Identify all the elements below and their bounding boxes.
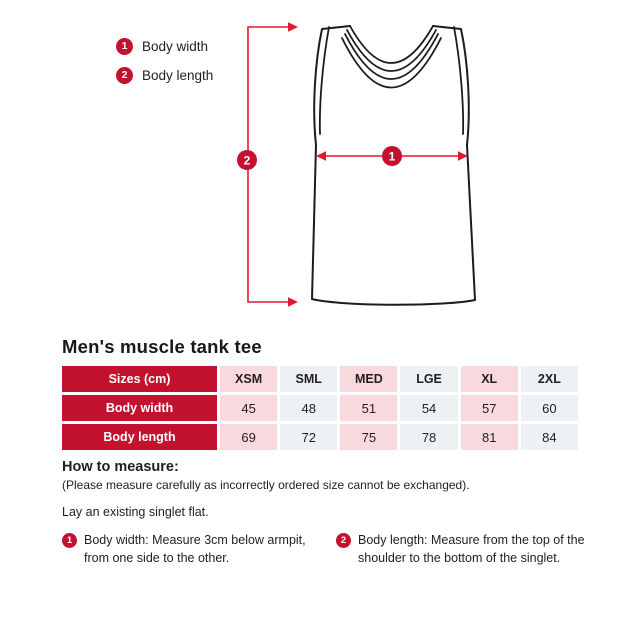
neck-fold-line [350,26,433,63]
how-to-measure-section [62,459,586,568]
step-text-body-width: Body width: Measure 3cm below armpit, from one side to the other. [84,533,306,565]
size-cell: 72 [280,424,337,450]
legend-item-body-width [116,38,213,55]
left-strap-inner-line [320,27,329,134]
size-cell: 57 [461,395,518,421]
legend-item-body-length [116,67,213,84]
legend-badge-1: 1 [116,38,133,55]
col-header-xl: XL [461,366,518,392]
size-cell: 48 [280,395,337,421]
col-header-lge: LGE [400,366,457,392]
width-left-arrowhead [316,151,326,161]
size-cell: 51 [340,395,397,421]
width-marker-badge [382,146,402,166]
col-header-sizes: Sizes (cm) [62,366,217,392]
neck-fold-line [347,30,436,71]
legend-badge-2: 2 [116,67,133,84]
diagram-legend [116,38,213,84]
row-label-body-length: Body length [62,424,217,450]
size-cell: 78 [400,424,457,450]
step-badge-2: 2 [336,533,351,548]
length-marker-badge [237,150,257,170]
how-to-measure-intro: Lay an existing singlet flat. [62,505,209,519]
width-marker-number: 1 [388,149,396,164]
col-header-sml: SML [280,366,337,392]
size-table [59,363,581,453]
step-badge-1: 1 [62,533,77,548]
size-cell: 84 [521,424,578,450]
how-to-measure-heading: How to measure: [62,459,179,475]
size-cell: 54 [400,395,457,421]
size-cell: 81 [461,424,518,450]
table-row-body-length [62,424,578,450]
legend-label-body-width: Body width [142,39,209,54]
length-bottom-arrowhead [288,297,298,307]
legend-label-body-length: Body length [142,68,214,83]
right-strap-inner-line [454,27,463,134]
size-cell: 75 [340,424,397,450]
col-header-2xl: 2XL [521,366,578,392]
page-title: Men's muscle tank tee [62,336,262,357]
table-header-row [62,366,578,392]
step-body-length [336,532,608,568]
size-cell: 60 [521,395,578,421]
measure-steps [62,532,586,568]
step-text-body-length: Body length: Measure from the top of the shoulder to the bottom of the singlet. [358,533,585,565]
how-to-measure-note: (Please measure carefully as incorrectly ordered size cannot be exchanged). [62,478,470,492]
size-cell: 45 [220,395,277,421]
col-header-med: MED [340,366,397,392]
row-label-body-width: Body width [62,395,217,421]
table-row-body-width [62,395,578,421]
step-body-width [62,532,312,568]
size-cell: 69 [220,424,277,450]
length-marker-number: 2 [243,153,251,168]
length-top-arrowhead [288,22,298,32]
col-header-xsm: XSM [220,366,277,392]
